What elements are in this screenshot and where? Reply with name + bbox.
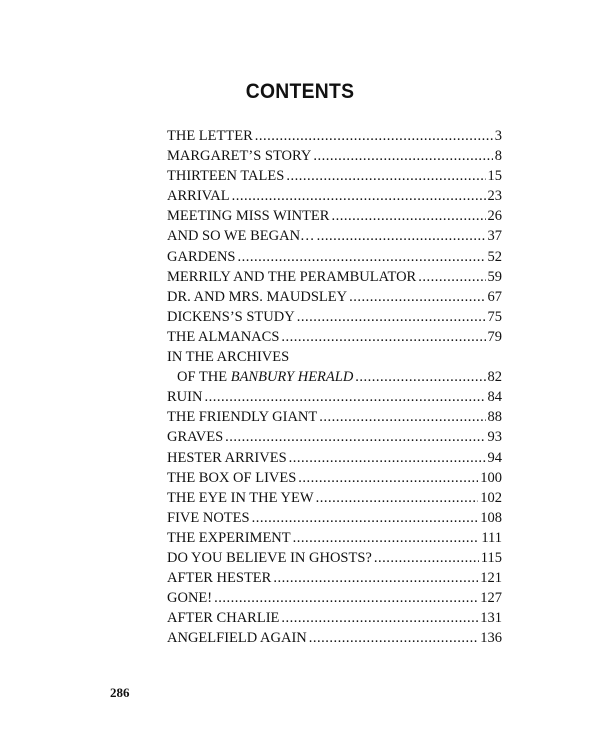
dot-leader <box>316 488 479 508</box>
toc-entry-page: 26 <box>487 208 502 225</box>
toc-entry <box>167 568 502 588</box>
toc-entry-title-continuation <box>177 367 353 387</box>
toc-entry-title: THE LETTER <box>167 128 253 144</box>
toc-entry <box>167 347 502 387</box>
toc-entry <box>167 186 502 206</box>
toc-entry-page: 102 <box>480 489 502 506</box>
dot-leader <box>331 206 485 226</box>
toc-entry-page: 88 <box>487 409 502 426</box>
toc-entry-title: AFTER HESTER <box>167 570 272 587</box>
dot-leader <box>289 448 486 468</box>
dot-leader <box>355 367 485 387</box>
toc-entry-page: 84 <box>487 389 502 406</box>
toc-entry <box>167 548 502 568</box>
dot-leader <box>298 468 478 488</box>
toc-entry-title: RUIN <box>167 389 203 406</box>
toc-entry-page: 121 <box>480 570 502 587</box>
toc-entry-page: 67 <box>487 288 502 305</box>
dot-leader <box>237 247 485 267</box>
toc-entry-page: 93 <box>487 429 502 446</box>
toc-entry-title: ARRIVAL <box>167 188 230 205</box>
toc-entry-title: MEETING MISS WINTER <box>167 208 330 225</box>
toc-entry-page: 23 <box>487 188 502 205</box>
toc-entry <box>167 307 502 327</box>
dot-leader <box>317 226 486 246</box>
dot-leader <box>309 628 479 648</box>
toc-entry <box>167 226 502 246</box>
dot-leader <box>374 548 479 568</box>
toc-entry-page: 136 <box>480 630 502 647</box>
dot-leader <box>232 186 486 206</box>
toc-entry-page: 127 <box>480 590 502 607</box>
toc-entry-page: 8 <box>494 148 502 165</box>
toc-entry-page: 15 <box>487 168 502 185</box>
toc-entry-title: THE EXPERIMENT <box>167 529 291 546</box>
toc-entry-page: 94 <box>487 449 502 466</box>
toc-entry <box>167 608 502 628</box>
toc-entry-page: 59 <box>487 268 502 285</box>
toc-entry-title: FIVE NOTES <box>167 509 250 526</box>
toc-entry-title: AFTER CHARLIE <box>167 610 280 627</box>
toc-entry <box>167 628 502 648</box>
toc-entry <box>167 528 502 548</box>
dot-leader <box>204 387 485 407</box>
toc-entry-title: DICKENS’S STUDY <box>167 308 295 325</box>
toc-entry <box>167 287 502 307</box>
toc-entry <box>167 247 502 267</box>
toc-entry-title: GARDENS <box>167 248 236 265</box>
toc-entry-page: 115 <box>480 549 502 566</box>
toc-entry <box>167 146 502 166</box>
toc-entry-page: 3 <box>494 128 502 144</box>
toc-entry-page: 79 <box>487 328 502 345</box>
toc-entry-title: DR. AND MRS. MAUDSLEY <box>167 288 348 305</box>
toc-entry-title: MARGARET’S STORY <box>167 148 312 165</box>
toc-entry <box>167 407 502 427</box>
toc-entry-page: 52 <box>487 248 502 265</box>
dot-leader <box>418 267 485 287</box>
toc-entry-page: 75 <box>487 308 502 325</box>
dot-leader <box>281 327 485 347</box>
toc-entry <box>167 488 502 508</box>
toc-entry <box>167 468 502 488</box>
toc-entry-title: THE BOX OF LIVES <box>167 469 297 486</box>
toc-entry-page: 131 <box>480 610 502 627</box>
toc-entry-page: 108 <box>480 509 502 526</box>
toc-entry-title: IN THE ARCHIVES <box>167 349 290 366</box>
dot-leader <box>273 568 478 588</box>
toc-entry <box>167 267 502 287</box>
dot-leader <box>281 608 478 628</box>
toc-entry-title-prefix: OF THE <box>177 369 231 386</box>
toc-entry <box>167 206 502 226</box>
toc-entry-title: THIRTEEN TALES <box>167 168 285 185</box>
dot-leader <box>319 407 485 427</box>
toc-entry <box>167 448 502 468</box>
toc-entry-page: 111 <box>481 529 502 546</box>
toc-entry <box>167 166 502 186</box>
toc-entry <box>167 427 502 447</box>
toc-entry-title: THE ALMANACS <box>167 328 280 345</box>
toc-entry-title: HESTER ARRIVES <box>167 449 287 466</box>
toc-entry-page: 37 <box>487 228 502 245</box>
toc-entry-title: ANGELFIELD AGAIN <box>167 630 307 647</box>
dot-leader <box>297 307 486 327</box>
dot-leader <box>225 427 485 447</box>
toc-entry <box>167 126 502 146</box>
dot-leader <box>252 508 479 528</box>
toc-entry-page: 82 <box>487 369 502 386</box>
toc-entry-title: MERRILY AND THE PERAMBULATOR <box>167 268 417 285</box>
dot-leader <box>313 146 492 166</box>
table-of-contents <box>167 126 502 648</box>
toc-entry-title: THE FRIENDLY GIANT <box>167 409 318 426</box>
toc-entry <box>167 588 502 608</box>
toc-entry-page: 100 <box>480 469 502 486</box>
dot-leader <box>214 588 478 608</box>
toc-entry-title: THE EYE IN THE YEW <box>167 489 314 506</box>
toc-entry <box>167 508 502 528</box>
dot-leader <box>286 166 485 186</box>
toc-entry-title: AND SO WE BEGAN… <box>167 228 315 245</box>
toc-entry-title-italic: BANBURY HERALD <box>230 369 354 386</box>
contents-heading: CONTENTS <box>245 80 355 103</box>
dot-leader <box>293 528 480 548</box>
dot-leader <box>349 287 485 307</box>
toc-entry <box>167 387 502 407</box>
dot-leader <box>255 126 493 146</box>
toc-entry <box>167 327 502 347</box>
toc-entry-title: GRAVES <box>167 429 224 446</box>
page-number: 286 <box>110 685 130 700</box>
toc-entry-title: GONE! <box>167 590 213 607</box>
toc-entry-title: DO YOU BELIEVE IN GHOSTS? <box>167 549 372 566</box>
